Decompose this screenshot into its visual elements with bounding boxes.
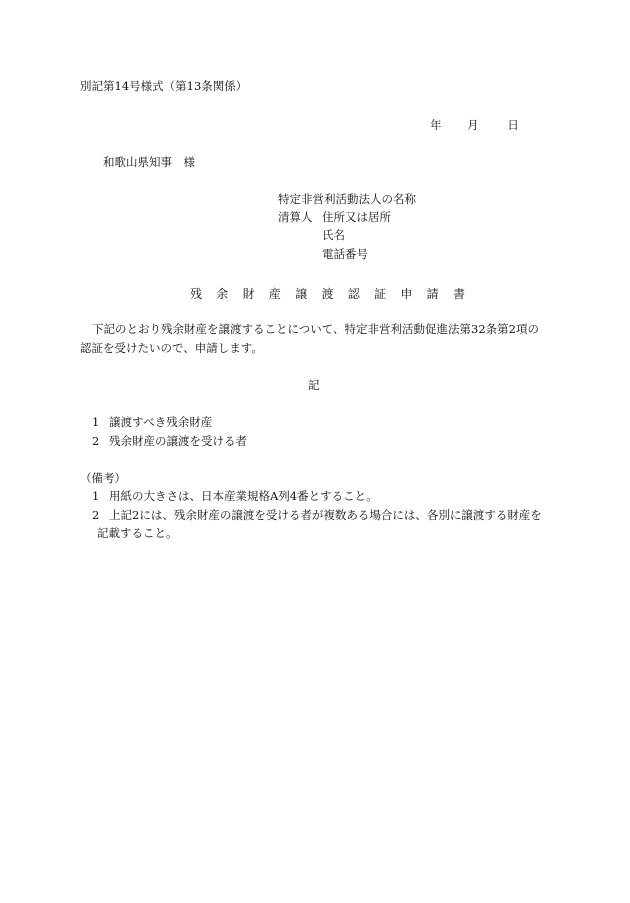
item-number: 2 — [92, 434, 100, 448]
title-char: 財 — [242, 287, 255, 301]
name-label: 氏名 — [322, 228, 345, 242]
ki-heading: 記 — [308, 378, 320, 392]
date-month-label: 月 — [467, 118, 479, 132]
form-label: 別記第14号様式（第13条関係） — [80, 79, 248, 93]
phone-label: 電話番号 — [322, 247, 368, 261]
title-char: 残 — [190, 287, 203, 301]
date-year-label: 年 — [430, 118, 442, 132]
title-char: 書 — [452, 287, 465, 301]
body-line-2: 認証を受けたいので、申請します。 — [80, 341, 263, 355]
title-char: 余 — [216, 287, 229, 301]
note-number: 2 — [92, 508, 100, 522]
address-label: 住所又は居所 — [322, 210, 391, 224]
title-char: 証 — [374, 287, 387, 301]
item-text: 残余財産の譲渡を受ける者 — [109, 434, 247, 448]
title-char: 申 — [400, 287, 413, 301]
note-text: 上記2には、残余財産の譲渡を受ける者が複数ある場合には、各別に譲渡する財産を — [109, 508, 542, 522]
org-name-label: 特定非営利活動法人の名称 — [278, 192, 416, 206]
date-day-label: 日 — [507, 118, 519, 132]
addressee: 和歌山県知事 様 — [103, 155, 195, 169]
title-char: 渡 — [321, 287, 334, 301]
remarks-heading: （備考） — [80, 471, 126, 485]
document-title — [190, 288, 479, 300]
body-line-1: 下記のとおり残余財産を譲渡することについて、特定非営利活動促進法第32条第2項の — [92, 322, 539, 336]
title-char: 請 — [426, 287, 439, 301]
note-text-continuation: 記載すること。 — [97, 526, 178, 540]
note-text: 用紙の大きさは、日本産業規格A列4番とすること。 — [109, 489, 378, 503]
liquidator-label: 清算人 — [278, 210, 313, 224]
item-number: 1 — [92, 415, 100, 429]
title-char: 産 — [268, 287, 281, 301]
title-char: 認 — [347, 287, 360, 301]
title-char: 譲 — [295, 287, 308, 301]
date-line — [430, 120, 519, 132]
item-text: 譲渡すべき残余財産 — [109, 415, 213, 429]
note-number: 1 — [92, 489, 100, 503]
